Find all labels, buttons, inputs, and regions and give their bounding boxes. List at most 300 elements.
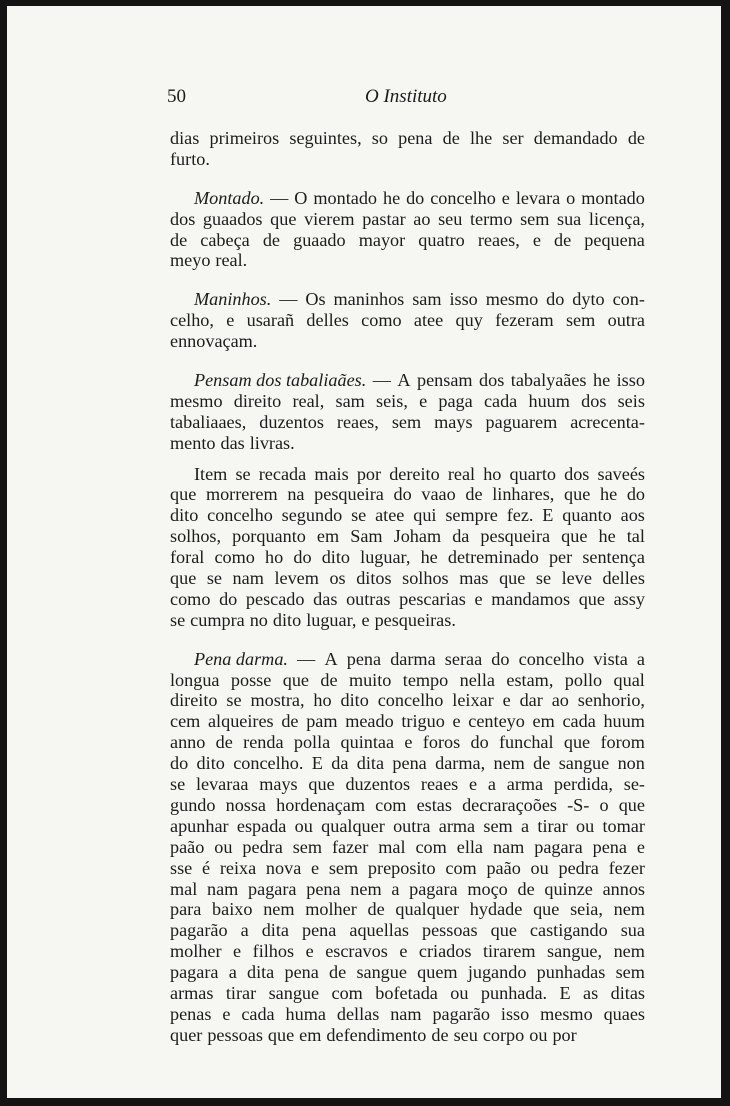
word: cada [241,1003,275,1024]
word: por [552,1024,577,1045]
word: reaes [420,774,459,795]
word: a [240,920,249,941]
word: em [299,1024,322,1045]
word: he [382,187,401,208]
word: de [431,1024,449,1045]
word: meyo [170,250,211,271]
word: arma [438,815,476,836]
word: mays [259,774,298,795]
word: licença, [588,208,645,229]
word: e [636,836,645,857]
word: vista [593,648,628,669]
word: para [170,899,202,920]
word: termo [469,208,513,229]
word: dar [519,690,543,711]
word: E [311,753,323,774]
word: mas [459,568,489,589]
text-line [170,732,645,753]
word: dito [170,505,199,526]
word: direito [170,690,218,711]
word: fez. [506,505,534,526]
text-line [170,795,645,816]
word: levem [274,568,319,589]
word: sem [391,411,422,432]
word: ditas [610,982,645,1003]
word: tirar [225,982,257,1003]
word: lhe [470,128,493,148]
word: E [542,505,554,526]
word: dereito [389,463,440,484]
word: escravos [325,941,388,962]
text-line [170,753,645,774]
word: tabalyaães [510,370,587,391]
word: celho, [170,310,214,331]
word: tirarem [482,941,536,962]
word: maninhos [333,289,405,310]
word: qui [413,505,437,526]
word: montado [581,187,645,208]
word: mandamos [491,588,571,609]
word: a [521,815,530,836]
word: a [636,648,645,669]
word: ou [214,836,233,857]
word: outra [607,310,645,331]
word: seis, [376,390,408,411]
word: nem [493,753,525,774]
word: preposito [367,857,436,878]
word: delles [602,568,645,589]
word: seguintes, [289,128,362,148]
word: ou [529,1024,548,1045]
text-line [170,128,645,149]
word: sua [557,208,582,229]
text-line [170,610,645,631]
word: armas [170,982,214,1003]
word: de [533,753,551,774]
word: das [313,588,338,609]
word: outras [346,588,391,609]
word: como [361,310,402,331]
word: é [201,857,211,878]
word: concelho. [233,753,304,774]
word: de [517,878,535,899]
word: e [469,774,478,795]
word: e [226,310,235,331]
word: dos [564,463,590,484]
word: quarto [509,463,556,484]
word: mays [434,411,473,432]
word: pessoas [207,1024,263,1045]
word: a [391,878,400,899]
word: se- [623,774,645,795]
word: tomar [602,815,645,836]
word: nem [263,899,295,920]
word: pena [306,878,341,899]
word: nem [350,878,382,899]
word: em [532,711,555,732]
word: de [442,128,460,148]
text-line [170,310,645,331]
paragraph-gap [170,271,645,289]
word: apunhar [170,815,229,836]
word: se [170,609,186,630]
word: que [563,732,591,753]
word: livras. [249,432,295,453]
text-line [170,149,645,170]
word: se [535,568,552,589]
word: bofetada [375,982,438,1003]
word: pagarão [170,920,228,941]
word: Item [194,463,228,484]
word: pena [398,128,433,148]
word: que [618,794,645,815]
word: se [351,505,367,526]
word: assy [613,588,645,609]
word: atee [413,310,444,331]
word: dita [356,753,385,774]
word: de [262,229,280,250]
word: espada [236,815,287,836]
word: do [470,732,489,753]
word: paão [170,836,205,857]
word: fazer [331,836,369,857]
word: que [282,669,309,690]
word: cumpra [190,609,245,630]
word: guaado [293,229,346,250]
word: e [502,690,511,711]
word: dias [170,128,200,148]
word: da [452,526,470,547]
word: — [279,289,298,310]
text-line [170,690,645,711]
word: delles [306,310,349,331]
word: ou [294,815,313,836]
word: quinze [544,878,593,899]
word: que [308,774,335,795]
word: furto. [170,148,210,169]
word: pagara [534,836,583,857]
word: como [170,588,211,609]
word: das [220,432,245,453]
word: pesqueira [480,526,551,547]
section-heading: Montado. [194,187,265,208]
paragraph [170,370,645,454]
word: nam [207,878,239,899]
word: tabaliaaes, [170,411,247,432]
word: cada [562,711,596,732]
word: dita [246,962,275,983]
word: sangue, [547,941,603,962]
word: sam [335,390,365,411]
word: que [270,208,297,229]
text-line [170,920,645,941]
word: com [445,857,477,878]
word: molher [305,899,357,920]
word: duzentos [345,774,411,795]
text-line [170,962,645,983]
word: tirar [537,815,568,836]
paragraph [170,188,645,272]
word: o [566,187,576,208]
word: criados [418,941,472,962]
word: seraa [444,648,483,669]
word: foros [422,732,461,753]
word: foral [170,547,205,568]
word: concelho [430,187,496,208]
word: mesmo [540,1003,593,1024]
word: pensam [417,370,473,391]
word: polla [293,732,331,753]
word: de [554,229,572,250]
word: as [583,982,599,1003]
word: renda [243,732,284,753]
word: de [170,229,188,250]
word: pena [392,753,427,774]
word: a [228,962,237,983]
word: atee [375,505,405,526]
word: pescado [245,588,305,609]
word: cada [483,390,518,411]
text-line [170,331,645,352]
word: qualquer [321,815,385,836]
word: — [297,648,316,669]
word: filhos [252,941,295,962]
word: como [214,547,255,568]
word: paga [438,390,473,411]
word: Sam [350,526,383,547]
word: mais [314,463,349,484]
paragraph-gap [170,454,645,464]
word: morrerem [205,484,278,505]
word: defendimento [326,1024,427,1045]
word: isso [449,289,478,310]
text-line [170,1025,645,1046]
word: O [294,187,308,208]
word: fezeram [495,310,554,331]
text-line [170,858,645,879]
word: mal [378,836,406,857]
word: real, [292,390,325,411]
word: usarañ [246,310,295,331]
word: quintaa [340,732,395,753]
word: e [361,609,370,630]
word: pagara [248,878,297,899]
word: sem [328,857,359,878]
word: pollo [564,669,603,690]
text-line [170,289,645,310]
word: mento [170,432,216,453]
word: mayor [358,229,406,250]
word: dos [581,390,607,411]
word: sua [620,920,645,941]
word: alqueires [207,711,274,732]
word: pedra [242,836,283,857]
word: sem [615,962,645,983]
word: seu [453,1024,478,1045]
paragraph [170,464,645,631]
word: isso [616,370,645,391]
word: e [501,187,510,208]
word: he [598,526,616,547]
word: punhada. [480,982,548,1003]
word: ser [502,128,524,148]
word: luguar, [306,609,357,630]
word: dito [272,609,302,630]
word: nam [492,836,525,857]
word: sse [170,857,193,878]
word: sempre [445,505,498,526]
paragraph-gap [170,170,645,188]
word: concelho [518,648,585,669]
word: linhares, [492,484,555,505]
word: non [617,753,645,774]
word: se [235,463,251,484]
word: pena [302,920,337,941]
word: cabeça [200,229,250,250]
text-line [170,230,645,251]
word: dito [196,753,225,774]
word: que [578,588,605,609]
text-line [170,774,645,795]
word: outra [393,815,431,836]
text-line [170,391,645,412]
word: ou [575,815,595,836]
word: cem [170,711,201,732]
text-line [170,526,645,547]
page-header [167,86,647,110]
word: he [420,547,438,568]
word: ao [551,690,569,711]
word: darma [390,648,436,669]
word: a [487,774,496,795]
word: porquanto [232,526,306,547]
word: Joham [393,526,442,547]
word: do [406,187,425,208]
word: pagarão [432,1003,490,1024]
word: os [329,568,346,589]
word: seia, [570,899,603,920]
word: solhos [402,568,449,589]
word: de [320,669,338,690]
word: sentença [582,547,645,568]
word: qual [613,669,645,690]
word: vaao [421,484,456,505]
word: perdida, [553,774,613,795]
word: arma [506,774,544,795]
word: ella [456,836,484,857]
word: guaados [202,208,263,229]
word: acrecenta- [570,411,645,432]
word: ditos [356,568,392,589]
word: com [415,836,447,857]
word: quer [170,1024,203,1045]
word: paão [486,857,521,878]
word: ennovaçam. [170,331,258,352]
text-line [170,188,645,209]
word: pesqueira [314,484,384,505]
word: sam [412,289,442,310]
word: corpo [482,1024,525,1045]
section-heading: Pensam dos tabaliaães. [194,370,367,391]
word: pena [592,836,627,857]
text-line [170,412,645,433]
word: levaraa [195,774,249,795]
word: luguar, [360,547,411,568]
word: que [561,526,588,547]
word: dita [261,920,289,941]
word: mesmo [170,390,223,411]
word: posse [230,669,272,690]
word: forom [600,732,645,753]
word: de [215,732,233,753]
word: muito [348,669,392,690]
word: moço [467,878,508,899]
word: de [367,899,385,920]
word: quy [455,310,483,331]
word: A [324,648,338,669]
page-number: 50 [167,86,186,107]
word: do [219,588,238,609]
word: do [293,547,312,568]
section-heading: Maninhos. [194,289,272,310]
word: ou [530,857,549,878]
word: ho [483,463,502,484]
word: e [474,588,483,609]
word: nella [459,669,495,690]
word: penas [170,1003,212,1024]
word: pedra [558,857,599,878]
word: baixo [212,899,253,920]
word: de [281,711,299,732]
word: no [249,609,268,630]
word: quem [417,962,458,983]
word: levara [515,187,561,208]
word: saveés [597,463,645,484]
text-line [170,899,645,920]
paragraph [170,289,645,352]
word: A [397,370,411,391]
word: huma [285,1003,326,1024]
word: sangue [356,962,407,983]
word: ho [265,547,284,568]
word: solhos, [170,526,222,547]
word: e [532,229,541,250]
word: e [311,857,320,878]
word: pena [346,648,382,669]
word: dito [340,690,369,711]
text-line [170,433,645,454]
word: molher [170,941,222,962]
word: do [626,484,645,505]
word: pagara [409,878,458,899]
word: nossa [225,794,267,815]
word: nem [613,941,645,962]
word: — [372,370,391,391]
word: que [499,568,526,589]
word: castigando [529,920,608,941]
word: dos [479,370,505,391]
word: per [548,547,573,568]
word: de [627,128,645,148]
word: dyto [572,289,605,310]
word: nam [232,568,264,589]
word: huum [528,390,570,411]
word: quatro [418,229,465,250]
word: tempo [402,669,449,690]
word: direito [233,390,282,411]
word: e [222,1003,231,1024]
word: gundo [170,794,216,815]
